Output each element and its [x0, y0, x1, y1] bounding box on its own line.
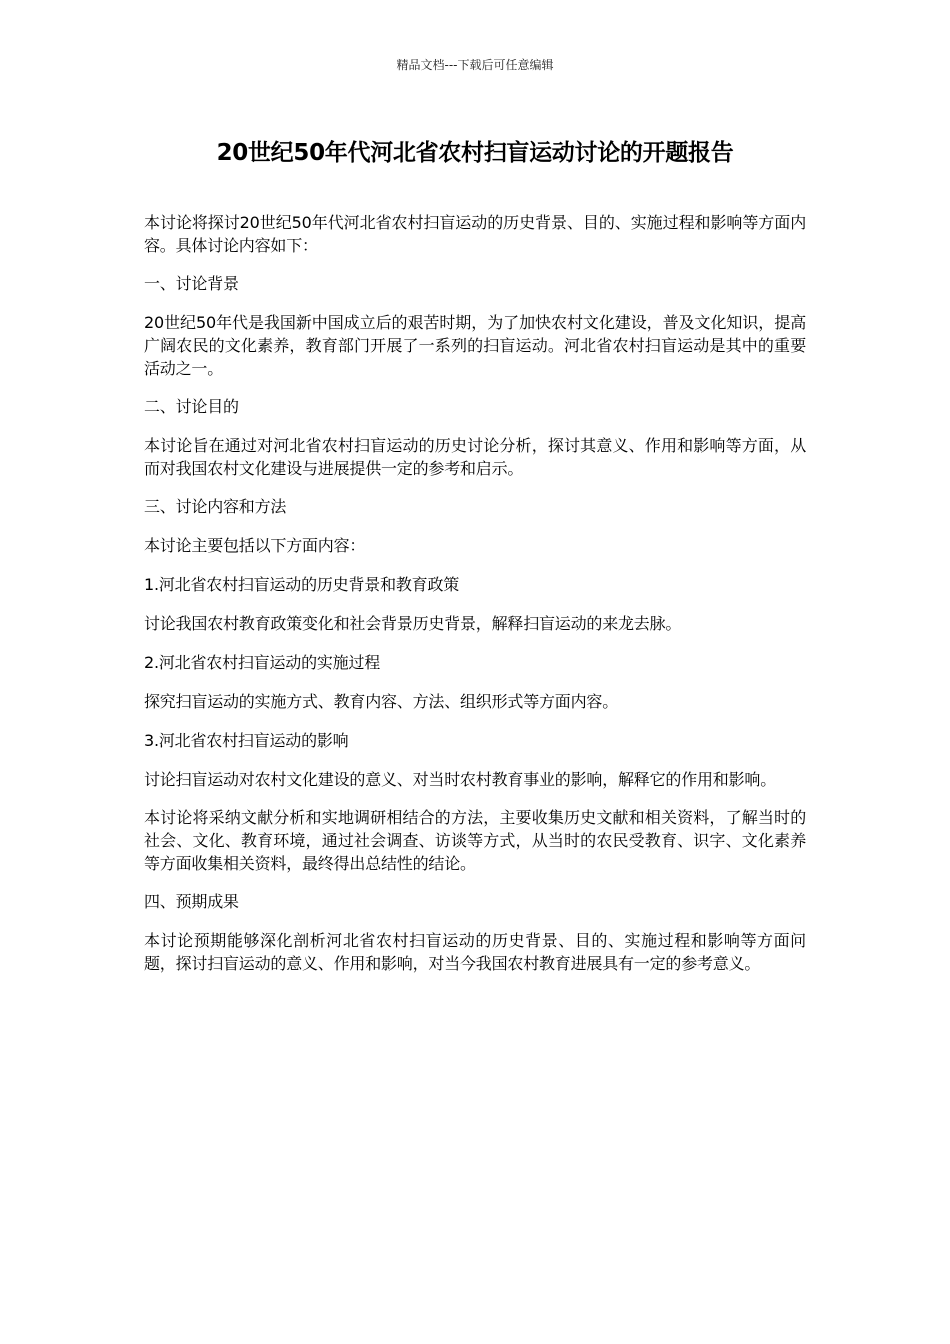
section-heading-background: 一、讨论背景 — [144, 274, 239, 293]
content-intro-paragraph: 本讨论主要包括以下方面内容： — [144, 536, 366, 555]
section-heading-expected-results: 四、预期成果 — [144, 892, 239, 911]
header-note: 精品文档---下载后可任意编辑 — [396, 58, 554, 72]
expected-results-paragraph: 本讨论预期能够深化剖析河北省农村扫盲运动的历史背景、目的、实施过程和影响等方面问题，探讨扫盲运动的意义、作用和影响，对当今我国农村教育进展具有一定的参考意义。 — [144, 931, 806, 973]
content-item-3-heading: 3.河北省农村扫盲运动的影响 — [144, 731, 349, 750]
content-item-2-heading: 2.河北省农村扫盲运动的实施过程 — [144, 653, 381, 672]
purpose-paragraph: 本讨论旨在通过对河北省农村扫盲运动的历史讨论分析，探讨其意义、作用和影响等方面，从而对我国农村文化建设与进展提供一定的参考和启示。 — [144, 436, 806, 478]
background-paragraph: 20世纪50年代是我国新中国成立后的艰苦时期，为了加快农村文化建设，普及文化知识，提高广阔农民的文化素养，教育部门开展了一系列的扫盲运动。河北省农村扫盲运动是其中的重要活动之一。 — [144, 313, 806, 378]
content-item-1-heading: 1.河北省农村扫盲运动的历史背景和教育政策 — [144, 575, 460, 594]
intro-paragraph: 本讨论将探讨20世纪50年代河北省农村扫盲运动的历史背景、目的、实施过程和影响等方面内容。具体讨论内容如下： — [144, 213, 806, 255]
document-title: 20世纪50年代河北省农村扫盲运动讨论的开题报告 — [216, 140, 734, 166]
content-item-3-text: 讨论扫盲运动对农村文化建设的意义、对当时农村教育事业的影响，解释它的作用和影响。 — [144, 770, 777, 789]
content-item-2-text: 探究扫盲运动的实施方式、教育内容、方法、组织形式等方面内容。 — [144, 692, 619, 711]
document-body — [144, 211, 806, 990]
methods-paragraph: 本讨论将采纳文献分析和实地调研相结合的方法，主要收集历史文献和相关资料，了解当时的社会、文化、教育环境，通过社会调查、访谈等方式，从当时的农民受教育、识字、文化素养等方面收集相关资料，最终得出总结性的结论。 — [144, 808, 806, 873]
section-heading-content-methods: 三、讨论内容和方法 — [144, 497, 287, 516]
content-item-1-text: 讨论我国农村教育政策变化和社会背景历史背景，解释扫盲运动的来龙去脉。 — [144, 614, 682, 633]
section-heading-purpose: 二、讨论目的 — [144, 397, 239, 416]
